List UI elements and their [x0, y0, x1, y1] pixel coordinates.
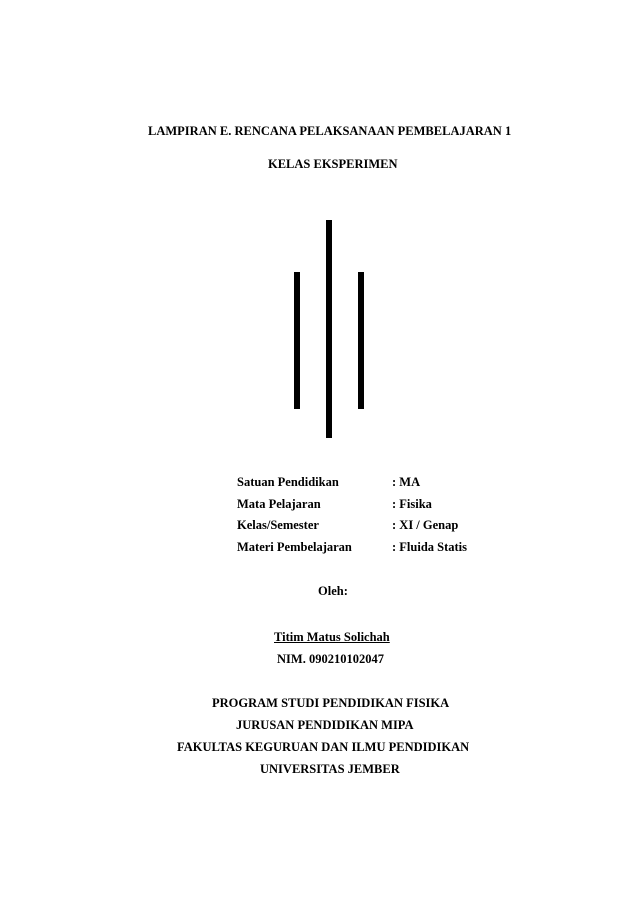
fakultas: FAKULTAS KEGURUAN DAN ILMU PENDIDIKAN: [177, 740, 470, 754]
info-label-kelas: Kelas/Semester: [237, 518, 319, 532]
info-value-mapel: : Fisika: [392, 497, 432, 511]
info-value-satuan: : MA: [392, 475, 421, 489]
jurusan: JURUSAN PENDIDIKAN MIPA: [236, 718, 414, 732]
info-value-materi: : Fluida Statis: [392, 540, 468, 554]
document-subtitle: KELAS EKSPERIMEN: [268, 157, 398, 171]
info-label-satuan: Satuan Pendidikan: [237, 475, 339, 489]
info-label-mapel: Mata Pelajaran: [237, 497, 321, 511]
document-title: LAMPIRAN E. RENCANA PELAKSANAAN PEMBELAJARAN 1: [148, 124, 512, 138]
right-bar: [358, 272, 364, 409]
program-studi: PROGRAM STUDI PENDIDIKAN FISIKA: [212, 696, 450, 710]
center-bar: [326, 220, 332, 438]
universitas: UNIVERSITAS JEMBER: [260, 762, 400, 776]
info-value-kelas: : XI / Genap: [392, 518, 459, 532]
author-nim: NIM. 090210102047: [277, 652, 384, 666]
oleh-label: Oleh:: [318, 584, 348, 598]
author-name: Titim Matus Solichah: [274, 630, 390, 644]
info-label-materi: Materi Pembelajaran: [237, 540, 352, 554]
left-bar: [294, 272, 300, 409]
